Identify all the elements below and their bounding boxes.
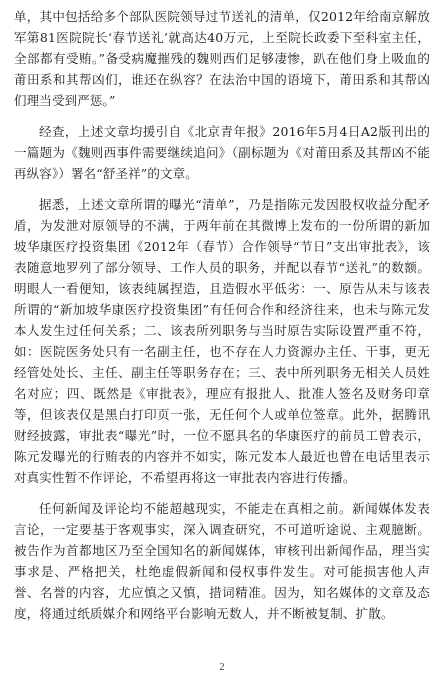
paragraph-continuation: 单，其中包括给多个部队医院领导过节送礼的清单，仅2012年给南京解放军第81医院院长‘春节送礼’就高达40万元，上至院长政委下至科室主任，全部都有受贿。”备受病魔摧残的魏则西们足够凄惨，趴在他们身上吸血的莆田系和其帮凶们，谁还在纵容？在法治中国的语境下，莆田系和其帮凶们理当受到严惩。” <box>14 9 430 108</box>
paragraph-media-responsibility: 任何新闻及评论均不能超越现实，不能走在真相之前。新闻媒体发表言论，一定要基于客观事实，深入调查研究，不可道听途说、主观臆断。被告作为首都地区乃至全国知名的新闻媒体，审核刊出新闻作品，理当实事求是、严格把关，杜绝虚假新闻和侵权事件发生。对可能损害他人声誉、名誉的内容，尤应慎之又慎，措词精准。因为，知名媒体的文章及态度，将通过纸质媒介和网络平台影响无数人，并不断被复制、扩散。 <box>14 501 430 621</box>
page-number: 2 <box>219 662 225 673</box>
paragraph-list-analysis: 据悉，上述文章所谓的曝光“清单”，乃是指陈元发因股权收益分配矛盾，为发泄对原领导的不满，于两年前在其微博上发布的一份所谓的新加坡华康医疗投资集团《2012年（春节）合作领导“节日”支出审批表》，该表随意地罗列了部分领导、工作人员的职务，并配以春节“送礼”的数额。明眼人一看便知，该表纯属捏造，且造假水平低劣：一、原告从未与该表所谓的“新加坡华康医疗投资集团”有任何合作和经济往来，也未与陈元发本人发生过任何关系；二、该表所列职务与当时原告实际设置严重不符，如：医院医务处只有一名副主任，也不存在人力资源办主任、干事，更无经管处处长、主任、副主任等职务存在；三、表中所列职务无相关人员姓名对应；四、既然是《审批表》，理应有报批人、批准人签名及财务印章等，但该表仅是黑白打印页一张，无任何个人或单位签章。此外，据腾讯财经披露，审批表“曝光”时，一位不愿具名的华康医疗的前员工曾表示，陈元发曝光的行贿表的内容并不如实，陈元发本人最近也曾在电话里表示对真实性暂不作评论，不希望再将这一审批表内容进行传播。 <box>14 197 430 485</box>
paragraph-source-check: 经查，上述文章均援引自《北京青年报》2016年5月4日A2版刊出的一篇题为《魏则西事件需要继续追问》（副标题为《对莆田系及其帮凶不能再纵容》）署名“舒圣祥”的文章。 <box>14 124 430 181</box>
